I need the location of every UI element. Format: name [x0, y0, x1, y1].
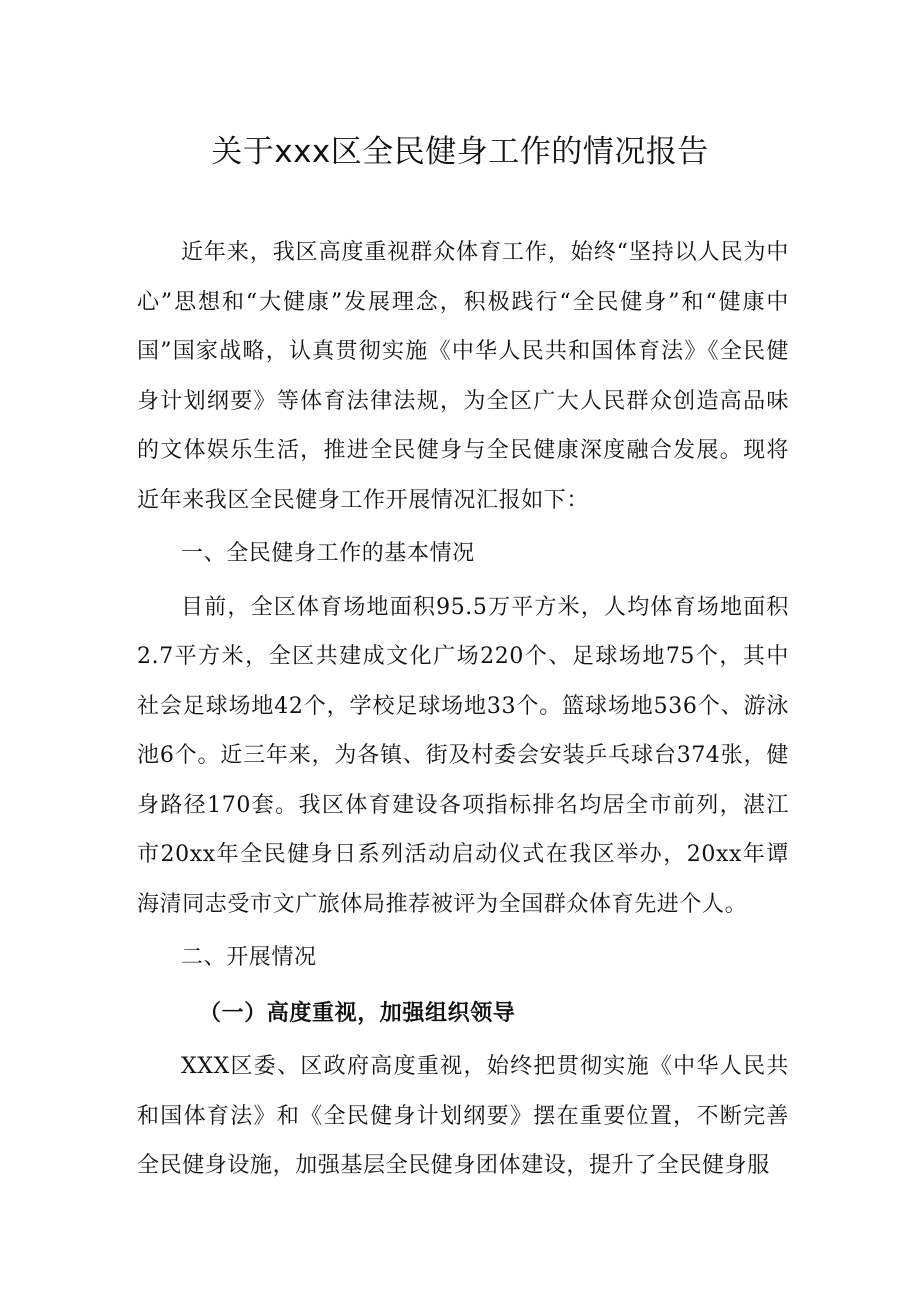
section-2-sub-1-paragraph: XXX区委、区政府高度重视，始终把贯彻实施《中华人民共和国体育法》和《全民健身计划纲要》摆在重要位置，不断完善全民健身设施，加强基层全民健身团体建设，提升了全民健身服 [137, 1054, 789, 1178]
section-1-paragraph: 目前，全区体育场地面积95.5万平方米，人均体育场地面积2.7平方米，全区共建成文化广场220个、足球场地75个，其中社会足球场地42个，学校足球场地33个。篮球场地536个、游泳池6个。近三年来，为各镇、街及村委会安装乒乓球台374张，健身路径170套。我区体育建设各项指标排名均居全市前列，湛江市20xx年全民健身日系列活动启动仪式在我区举办，20xx年谭海清同志受市文广旅体局推荐被评为全国群众体育先进个人。 [137, 594, 789, 917]
section-2-subheading-1: （一）高度重视，加强组织领导 [199, 1000, 516, 1026]
document-title: 关于xxx区全民健身工作的情况报告 [211, 134, 709, 170]
section-2-heading: 二、开展情况 [181, 945, 317, 970]
intro-paragraph: 近年来，我区高度重视群众体育工作，始终“坚持以人民为中心”思想和“大健康”发展理念，积极践行“全民健身”和“健康中国”国家战略，认真贯彻实施《中华人民共和国体育法》《全民健身计划纲要》等体育法律法规，为全区广大人民群众创造高品味的文体娱乐生活，推进全民健身与全民健康深度融合发展。现将近年来我区全民健身工作开展情况汇报如下： [137, 240, 789, 513]
document-body [137, 228, 789, 1191]
section-1-heading: 一、全民健身工作的基本情况 [181, 541, 475, 566]
